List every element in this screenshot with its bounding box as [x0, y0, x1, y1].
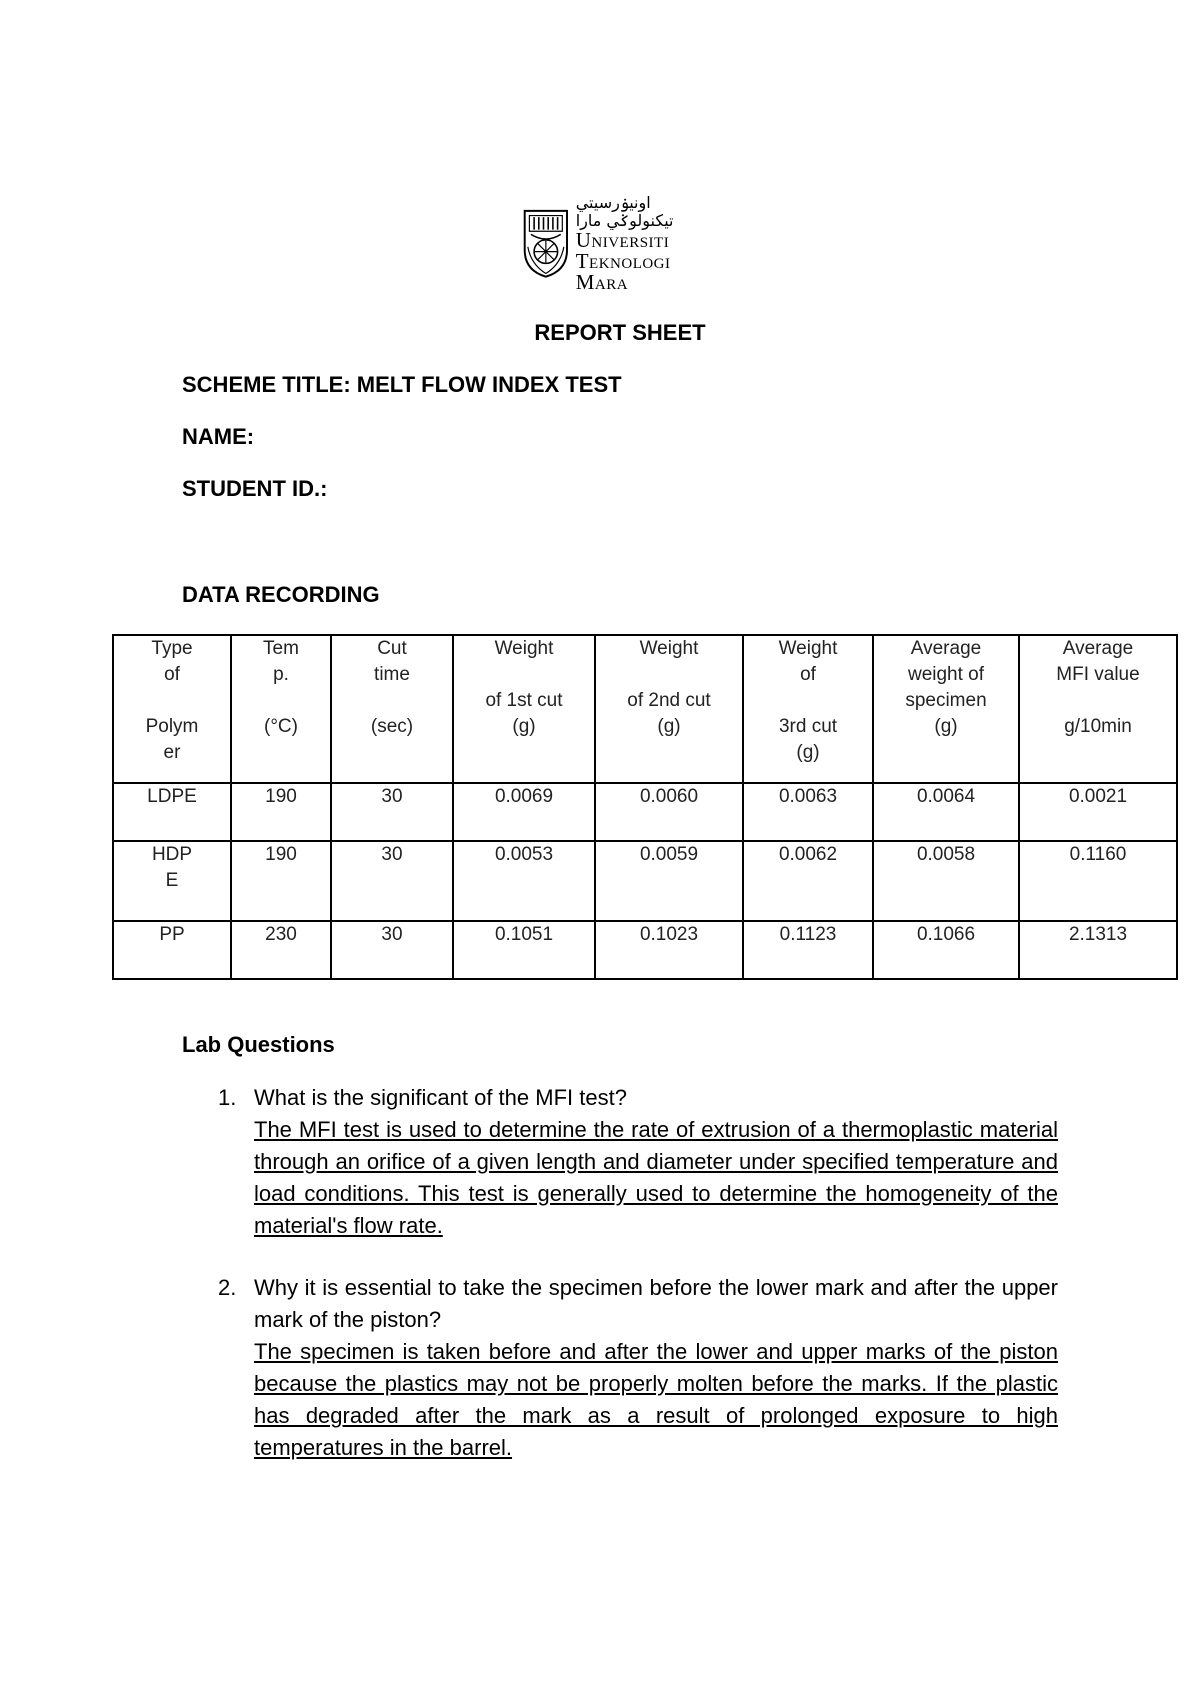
table-cell: HDP E — [113, 841, 231, 921]
table-cell: 0.0053 — [453, 841, 595, 921]
table-cell: 190 — [231, 783, 331, 841]
table-cell: 190 — [231, 841, 331, 921]
table-cell: 0.0064 — [873, 783, 1019, 841]
table-row — [113, 783, 1177, 841]
question-item — [218, 1272, 1058, 1464]
table-cell: 0.1023 — [595, 921, 743, 979]
table-cell: 0.1123 — [743, 921, 873, 979]
student-id-label: STUDENT ID.: — [182, 476, 328, 501]
table-cell: 230 — [231, 921, 331, 979]
table-row — [113, 841, 1177, 921]
lab-questions-heading: Lab Questions — [182, 1032, 335, 1057]
crest-icon — [520, 198, 572, 288]
header-cell: Weight of 2nd cut (g) — [595, 635, 743, 783]
table-cell: 0.0021 — [1019, 783, 1177, 841]
table-cell: 30 — [331, 783, 453, 841]
table-cell: PP — [113, 921, 231, 979]
answer-text: The MFI test is used to determine the rate of extrusion of a thermoplastic material through an orifice of a given length and diameter under specified temperature and load conditions. This test is generally used to determine the homogeneity of the material's flow rate. — [254, 1117, 1058, 1238]
answer-text: The specimen is taken before and after the lower and upper marks of the piston because the plastics may not be properly molten before the marks. If the plastic has degraded after the mark as a result of prolonged exposure to high temperatures in the barrel. — [254, 1339, 1058, 1460]
question-number: 2. — [218, 1275, 237, 1300]
table-cell: 0.1160 — [1019, 841, 1177, 921]
logo-arabic-text: اونيۏرسيتي تيكنولوݢي مارا — [575, 192, 674, 230]
header-cell: Average weight of specimen (g) — [873, 635, 1019, 783]
data-table — [112, 634, 1178, 980]
header-cell: Tem p. (°C) — [231, 635, 331, 783]
report-title: REPORT SHEET — [534, 320, 706, 345]
header-cell: Cut time (sec) — [331, 635, 453, 783]
header-cell: Weight of 1st cut (g) — [453, 635, 595, 783]
table-cell: 0.0063 — [743, 783, 873, 841]
header-cell: Weight of 3rd cut (g) — [743, 635, 873, 783]
question-text: What is the significant of the MFI test? — [254, 1085, 627, 1110]
table-header-row — [113, 635, 1177, 783]
table-cell: 30 — [331, 921, 453, 979]
table-cell: 0.1066 — [873, 921, 1019, 979]
name-label: NAME: — [182, 424, 255, 449]
logo-line-2: Teknologi — [575, 248, 671, 273]
table-cell: 0.0058 — [873, 841, 1019, 921]
logo-line-3: Mara — [575, 269, 629, 294]
scheme-title: SCHEME TITLE: MELT FLOW INDEX TEST — [182, 372, 622, 397]
table-cell: 30 — [331, 841, 453, 921]
logo-line-1: Universiti — [575, 227, 670, 252]
question-text: Why it is essential to take the specimen before the lower mark and after the upper mark of the piston? — [254, 1275, 1058, 1332]
table-cell: 0.0062 — [743, 841, 873, 921]
university-logo — [520, 192, 715, 294]
question-item — [218, 1082, 1058, 1242]
table-cell: 0.0069 — [453, 783, 595, 841]
table-cell: 2.1313 — [1019, 921, 1177, 979]
header-cell: Type of Polym er — [113, 635, 231, 783]
table-cell: LDPE — [113, 783, 231, 841]
table-cell: 0.0060 — [595, 783, 743, 841]
table-row — [113, 921, 1177, 979]
header-cell: Average MFI value g/10min — [1019, 635, 1177, 783]
table-cell: 0.1051 — [453, 921, 595, 979]
logo-wordmark — [576, 194, 715, 293]
data-recording-heading: DATA RECORDING — [182, 582, 380, 607]
question-number: 1. — [218, 1085, 237, 1110]
table-cell: 0.0059 — [595, 841, 743, 921]
